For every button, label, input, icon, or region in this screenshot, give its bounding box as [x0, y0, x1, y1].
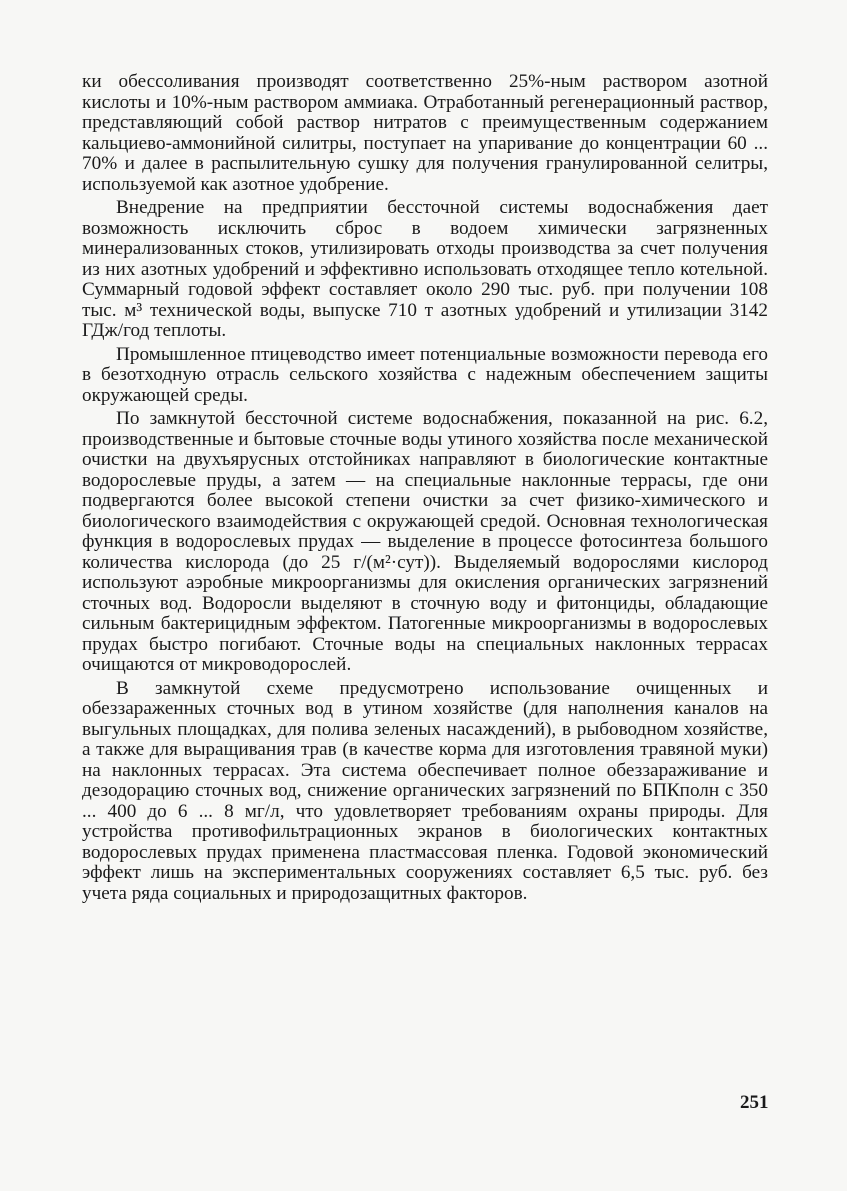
paragraph-1: ки обессоливания производят соответственно 25%-ным раствором азотной кислоты и 10%-ным раствором аммиака. Отработанный регенерационный раствор, представляющий собой раствор нитратов с преимущественным содержанием кальциево-аммонийной силитры, поступает на упаривание до концентрации 60 ... 70% и далее в распылительную сушку для получения гранулированной селитры, используемой как азотное удобрение.	[82, 71, 768, 195]
paragraph-5: В замкнутой схеме предусмотрено использование очищенных и обеззараженных сточных вод в утином хозяйстве (для наполнения каналов на выгульных площадках, для полива зеленых насаждений), в рыбоводном хозяйстве, а также для выращивания трав (в качестве корма для изготовления травяной муки) на наклонных террасах. Эта система обеспечивает полное обеззараживание и дезодорацию сточных вод, снижение органических загрязнений по БПКполн с 350 ... 400 до 6 ... 8 мг/л, что удовлетворяет требованиям охраны природы. Для устройства противофильтрационных экранов в биологических контактных водорослевых прудах применена пластмассовая пленка. Годовой экономический эффект лишь на экспериментальных сооружениях составляет 6,5 тыс. руб. без учета ряда социальных и природозащитных факторов.	[82, 677, 768, 904]
paragraph-2: Внедрение на предприятии бессточной системы водоснабжения дает возможность исключить сброс в водоем химически загрязненных минерализованных стоков, утилизировать отходы производства за счет получения из них азотных удобрений и эффективно использовать отходящее тепло котельной. Суммарный годовой эффект составляет около 290 тыс. руб. при получении 108 тыс. м³ технической воды, выпуске 710 т азотных удобрений и утилизации 3142 ГДж/год теплоты.	[82, 197, 768, 341]
paragraph-3: Промышленное птицеводство имеет потенциальные возможности перевода его в безотходную отрасль сельского хозяйства с надежным обеспечением защиты окружающей среды.	[82, 343, 768, 406]
paragraph-4: По замкнутой бессточной системе водоснабжения, показанной на рис. 6.2, производственные и бытовые сточные воды утиного хозяйства после механической очистки на двухъярусных отстойниках направляют в биологические контактные водорослевые пруды, а затем — на специальные наклонные террасы, где они подвергаются более высокой степени очистки за счет физико-химического и биологического взаимодействия с окружающей средой. Основная технологическая функция в водорослевых прудах — выделение в процессе фотосинтеза большого количества кислорода (до 25 г/(м²·сут)). Выделяемый водорослями кислород используют аэробные микроорганизмы для окисления органических загрязнений сточных вод. Водоросли выделяют в сточную воду и фитонциды, обладающие сильным бактерицидным эффектом. Патогенные микроорганизмы в водорослевых прудах быстро погибают. Сточные воды на специальных наклонных террасах очищаются от микроводорослей.	[82, 408, 768, 675]
page-body	[82, 72, 768, 907]
page-number: 251	[740, 1092, 769, 1113]
